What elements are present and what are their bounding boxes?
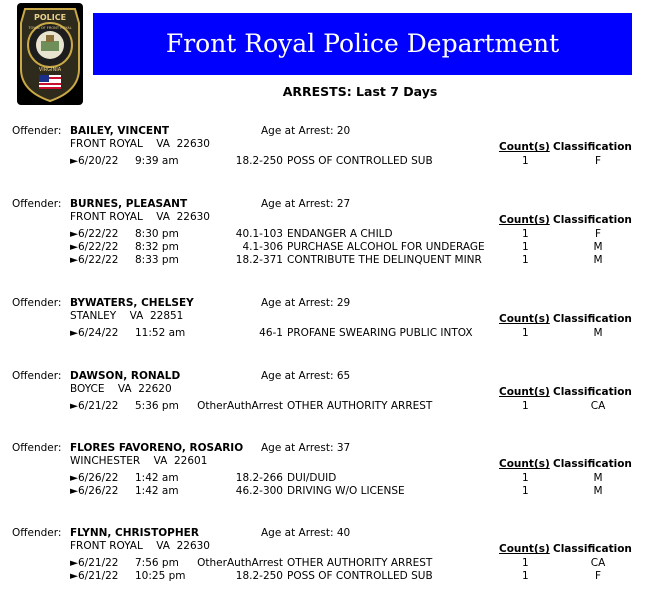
- bullet-arrow-icon: ►: [70, 327, 79, 339]
- offender-record: [0, 125, 650, 180]
- age-value: 20: [336, 125, 351, 137]
- charge-count: 1: [522, 570, 529, 582]
- charge-date-value: 6/22/22: [78, 241, 119, 253]
- age-value: 29: [336, 297, 351, 309]
- age-at-arrest: [261, 198, 350, 211]
- age-value: 37: [336, 442, 351, 454]
- department-title-banner: [93, 13, 632, 75]
- statute-code: 4.1-306: [242, 241, 283, 253]
- statute-code: 46-1: [259, 327, 283, 339]
- department-title: Front Royal Police Department: [165, 29, 560, 58]
- charge-count: 1: [522, 241, 529, 253]
- charge-count: 1: [522, 400, 529, 412]
- charge-description: PROFANE SWEARING PUBLIC INTOX: [287, 327, 473, 339]
- zip-text: 22601: [173, 455, 208, 467]
- charge-time: 5:36 pm: [135, 400, 179, 412]
- statute-code: 18.2-250: [235, 570, 283, 582]
- charge-description: DRIVING W/O LICENSE: [287, 485, 405, 497]
- charge-date-value: 6/26/22: [78, 485, 119, 497]
- offender-name: FLYNN, CHRISTOPHER: [70, 527, 199, 539]
- city-text: FRONT ROYAL: [70, 211, 143, 223]
- state-text: VA: [156, 540, 170, 552]
- city-text: STANLEY: [70, 310, 117, 322]
- charge-date: [70, 557, 118, 570]
- charge-description: OTHER AUTHORITY ARREST: [287, 557, 433, 569]
- charge-classification: M: [593, 254, 603, 266]
- age-at-arrest: [261, 370, 350, 383]
- offender-address: [70, 211, 210, 224]
- bullet-arrow-icon: ►: [70, 472, 79, 484]
- zip-text: 22851: [149, 310, 184, 322]
- city-text: WINCHESTER: [70, 455, 141, 467]
- age-label: Age at Arrest:: [261, 125, 334, 137]
- statute-code: 40.1-103: [235, 228, 283, 240]
- age-value: 27: [336, 198, 351, 210]
- statute-code: 18.2-266: [235, 472, 283, 484]
- charge-classification: CA: [590, 400, 606, 412]
- count-column-header: Count(s): [499, 458, 550, 470]
- charge-time: 9:39 am: [135, 155, 179, 167]
- offender-name: BAILEY, VINCENT: [70, 125, 170, 137]
- statute-code: OtherAuthArrest: [197, 557, 283, 569]
- charge-count: 1: [522, 557, 529, 569]
- age-label: Age at Arrest:: [261, 442, 334, 454]
- offender-name: FLORES FAVORENO, ROSARIO: [70, 442, 244, 454]
- charge-time: 1:42 am: [135, 472, 179, 484]
- zip-text: 22630: [176, 211, 210, 223]
- charge-classification: F: [594, 570, 602, 582]
- age-at-arrest: [261, 442, 350, 455]
- charge-date: [70, 570, 118, 583]
- zip-text: 22630: [176, 138, 210, 150]
- age-at-arrest: [261, 527, 350, 540]
- charge-count: 1: [522, 485, 529, 497]
- charge-classification: M: [593, 327, 603, 339]
- charge-time: 11:52 am: [135, 327, 186, 339]
- age-at-arrest: [261, 125, 350, 138]
- age-label: Age at Arrest:: [261, 198, 334, 210]
- charge-classification: M: [593, 241, 603, 253]
- classification-column-header: Classification: [553, 458, 632, 470]
- state-text: VA: [129, 310, 144, 322]
- offender-record: [0, 297, 650, 352]
- offender-label: Offender:: [12, 297, 62, 309]
- charge-date: [70, 472, 118, 485]
- charge-time: 8:30 pm: [135, 228, 179, 240]
- age-label: Age at Arrest:: [261, 297, 334, 309]
- charge-date: [70, 327, 118, 340]
- charge-description: OTHER AUTHORITY ARREST: [287, 400, 433, 412]
- city-text: BOYCE: [70, 383, 105, 395]
- charge-date: [70, 485, 118, 498]
- classification-column-header: Classification: [553, 214, 632, 226]
- charge-description: DUI/DUID: [287, 472, 337, 484]
- zip-text: 22620: [138, 383, 172, 395]
- charge-time: 7:56 pm: [135, 557, 179, 569]
- city-text: FRONT ROYAL: [70, 540, 143, 552]
- charge-date: [70, 228, 118, 241]
- state-text: VA: [156, 211, 170, 223]
- charge-count: 1: [522, 155, 529, 167]
- offender-label: Offender:: [12, 370, 62, 382]
- state-text: VA: [156, 138, 170, 150]
- offender-record: [0, 527, 650, 595]
- count-column-header: Count(s): [499, 141, 550, 153]
- count-column-header: Count(s): [499, 386, 550, 398]
- charge-date-value: 6/26/22: [78, 472, 119, 484]
- charge-description: POSS OF CONTROLLED SUB: [287, 570, 433, 582]
- charge-date-value: 6/21/22: [78, 570, 119, 582]
- charge-date: [70, 241, 118, 254]
- charge-classification: CA: [590, 557, 606, 569]
- offender-address: [70, 138, 210, 151]
- charge-description: POSS OF CONTROLLED SUB: [287, 155, 433, 167]
- charge-classification: M: [593, 472, 603, 484]
- charge-date: [70, 254, 118, 267]
- bullet-arrow-icon: ►: [70, 485, 79, 497]
- offender-address: [70, 310, 183, 323]
- charge-count: 1: [522, 228, 529, 240]
- badge-ring-text: TOWN OF FRONT ROYAL: [28, 26, 72, 30]
- age-label: Age at Arrest:: [261, 370, 334, 382]
- charge-time: 8:33 pm: [135, 254, 179, 266]
- classification-column-header: Classification: [553, 543, 632, 555]
- state-text: VA: [117, 383, 132, 395]
- charge-classification: F: [594, 228, 602, 240]
- charge-date-value: 6/21/22: [78, 400, 119, 412]
- charge-date-value: 6/24/22: [78, 327, 119, 339]
- offender-label: Offender:: [12, 125, 62, 137]
- statute-code: OtherAuthArrest: [197, 400, 283, 412]
- charge-date: [70, 400, 118, 413]
- charge-classification: M: [593, 485, 603, 497]
- offender-label: Offender:: [12, 442, 62, 454]
- state-text: VA: [153, 455, 168, 467]
- offender-name: DAWSON, RONALD: [70, 370, 181, 382]
- classification-column-header: Classification: [553, 313, 632, 325]
- statute-code: 46.2-300: [235, 485, 283, 497]
- offender-name: BYWATERS, CHELSEY: [70, 297, 194, 309]
- charge-classification: F: [594, 155, 602, 167]
- offender-label: Offender:: [12, 527, 62, 539]
- count-column-header: Count(s): [499, 543, 550, 555]
- city-text: FRONT ROYAL: [70, 138, 143, 150]
- charge-date-value: 6/22/22: [78, 228, 119, 240]
- offender-label: Offender:: [12, 198, 62, 210]
- charge-date: [70, 155, 118, 168]
- zip-text: 22630: [176, 540, 210, 552]
- bullet-arrow-icon: ►: [70, 400, 79, 412]
- bullet-arrow-icon: ►: [70, 570, 79, 582]
- age-label: Age at Arrest:: [261, 527, 334, 539]
- age-value: 65: [336, 370, 351, 382]
- report-subtitle: ARRESTS: Last 7 Days: [282, 84, 438, 99]
- statute-code: 18.2-250: [235, 155, 283, 167]
- charge-date-value: 6/22/22: [78, 254, 119, 266]
- offender-record: [0, 198, 650, 279]
- offender-address: [70, 540, 210, 553]
- charge-time: 10:25 pm: [135, 570, 186, 582]
- bullet-arrow-icon: ►: [70, 557, 79, 569]
- badge-top-text: POLICE: [33, 13, 67, 22]
- bullet-arrow-icon: ►: [70, 228, 79, 240]
- charge-description: CONTRIBUTE THE DELINQUENT MINR: [287, 254, 482, 266]
- offender-name: BURNES, PLEASANT: [70, 198, 188, 210]
- charge-description: PURCHASE ALCOHOL FOR UNDERAGE: [287, 241, 485, 253]
- charge-time: 8:32 pm: [135, 241, 179, 253]
- count-column-header: Count(s): [499, 313, 550, 325]
- charge-date-value: 6/20/22: [78, 155, 119, 167]
- age-value: 40: [336, 527, 351, 539]
- charge-date-value: 6/21/22: [78, 557, 119, 569]
- badge-bottom-text: VIRGINIA: [38, 67, 62, 73]
- charge-description: ENDANGER A CHILD: [287, 228, 393, 240]
- offender-record: [0, 442, 650, 510]
- offender-address: [70, 383, 172, 396]
- bullet-arrow-icon: ►: [70, 241, 79, 253]
- statute-code: 18.2-371: [235, 254, 283, 266]
- charge-count: 1: [522, 327, 529, 339]
- charge-time: 1:42 am: [135, 485, 179, 497]
- classification-column-header: Classification: [553, 141, 632, 153]
- charge-count: 1: [522, 472, 529, 484]
- offender-record: [0, 370, 650, 425]
- offender-address: [70, 455, 207, 468]
- classification-column-header: Classification: [553, 386, 632, 398]
- bullet-arrow-icon: ►: [70, 155, 79, 167]
- charge-count: 1: [522, 254, 529, 266]
- bullet-arrow-icon: ►: [70, 254, 79, 266]
- age-at-arrest: [261, 297, 350, 310]
- count-column-header: Count(s): [499, 214, 550, 226]
